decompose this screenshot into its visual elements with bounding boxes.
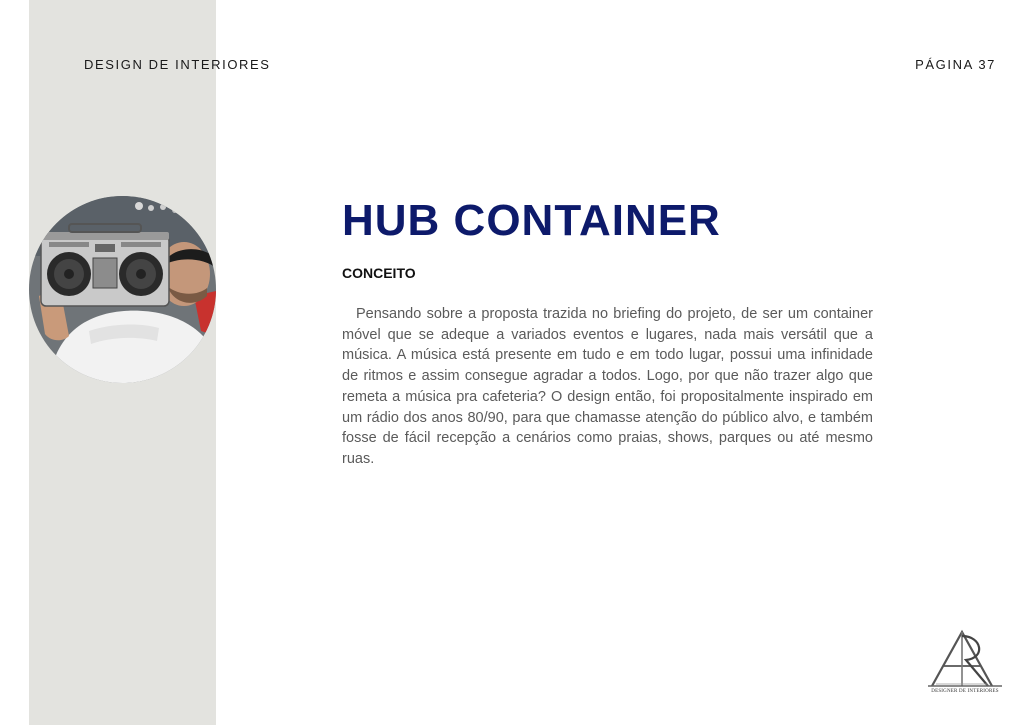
boombox-photo: [29, 196, 216, 383]
concept-paragraph: Pensando sobre a proposta trazida no briefing do projeto, de ser um container móvel que se adeque a variados eventos e lugares, nada mais versátil que a música. A música está presente em tudo e em todo lugar, possui uma infinidade de ritmos e assim consegue agradar a todos. Logo, por que não trazer algo que remeta a música pra cafeteria? O design então, foi propositalmente inspirado em um rádio dos anos 80/90, para que chamasse atenção do público alvo, e também fosse de fácil recepção a cenários como praias, shows, parques ou até mesmo ruas.: [342, 306, 873, 467]
section-subtitle: CONCEITO: [342, 265, 416, 281]
designer-logo: [926, 626, 1004, 698]
page-title: HUB CONTAINER: [342, 196, 721, 245]
logo-caption: DESIGNER DE INTERIORES: [931, 689, 999, 694]
page-number: PÁGINA 37: [915, 57, 996, 72]
section-header: DESIGN DE INTERIORES: [84, 57, 271, 72]
